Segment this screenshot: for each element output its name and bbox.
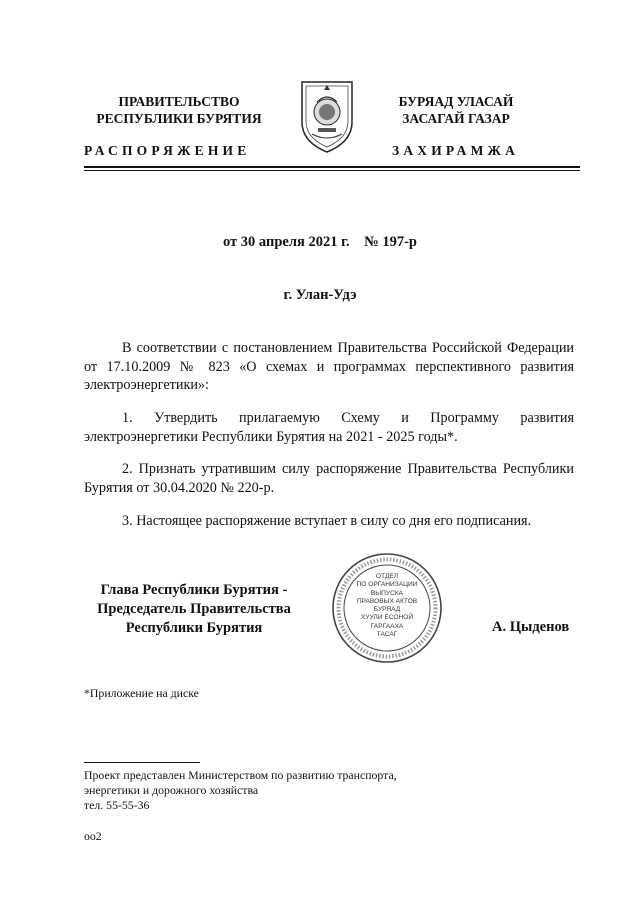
header-right-block	[376, 93, 536, 127]
header-right-line1: БУРЯАД УЛАСАЙ	[398, 94, 514, 109]
signature-title-block	[84, 581, 304, 638]
stamp-text-block	[330, 573, 444, 639]
stamp-line7: ГАРГААХА	[370, 622, 404, 630]
attachment-footnote: *Приложение на диске	[84, 686, 199, 700]
official-stamp	[330, 552, 444, 664]
header-right-doc-type: ЗАХИРАМЖА	[392, 143, 520, 158]
stamp-line8: ТАСАГ	[376, 631, 398, 639]
signature-title-line1: Глава Республики Бурятия -	[100, 582, 288, 598]
body-item3-paragraph	[84, 512, 574, 531]
header-left-line1: ПРАВИТЕЛЬСТВО	[118, 94, 240, 109]
header-rule-thick	[84, 166, 580, 168]
document-date-number: от 30 апреля 2021 г. № 197-р	[223, 234, 417, 250]
stamp-line2: ПО ОРГАНИЗАЦИИ	[356, 581, 418, 589]
footer-rule	[84, 762, 200, 763]
body-item3-text: 3. Настоящее распоряжение вступает в силу со дня его подписания.	[122, 513, 532, 529]
coat-of-arms-icon	[296, 76, 358, 156]
body-item2-text: 2. Признать утратившим силу распоряжение Правительства Республики Бурятия от 30.04.2020 № 220-р.	[84, 461, 574, 496]
header-left-doc-type: РАСПОРЯЖЕНИЕ	[84, 143, 251, 158]
stamp-line4: ПРАВОВЫХ АКТОВ	[356, 597, 418, 605]
footer-code: оо2	[84, 829, 102, 843]
footer-phone: тел. 55-55-36	[84, 798, 150, 812]
body-intro-text: В соответствии с постановлением Правительства Российской Федерации от 17.10.2009 № 823 «О схемах и программах перспективного развития электроэнергетики»:	[84, 340, 574, 393]
body-item2-paragraph	[84, 460, 574, 497]
document-city: г. Улан-Удэ	[283, 287, 357, 303]
body-item1-paragraph	[84, 409, 574, 446]
footer-block	[84, 768, 484, 813]
footer-prepared-line2: энергетики и дорожного хозяйства	[84, 783, 259, 797]
signature-title-line2: Председатель Правительства	[97, 601, 291, 617]
signature-title-line3: Республики Бурятия	[125, 620, 263, 636]
header-left-line2: РЕСПУБЛИКИ БУРЯТИЯ	[96, 111, 262, 126]
stamp-line3: ВЫПУСКА	[370, 589, 404, 597]
stamp-line5: БУРЯАД	[373, 606, 401, 614]
body-intro-paragraph	[84, 339, 574, 395]
header-rule-thin	[84, 170, 580, 171]
signatory-name: А. Цыденов	[492, 619, 570, 635]
header-left-block	[84, 93, 274, 127]
body-item1-text: 1. Утвердить прилагаемую Схему и Программу развития электроэнергетики Республики Бурятия на 2021 - 2025 годы*.	[84, 410, 574, 445]
stamp-line6: ХУУЛИ ЁСОНОЙ	[360, 614, 414, 622]
footer-prepared-line1: Проект представлен Министерством по развитию транспорта,	[84, 768, 397, 782]
stamp-line1: ОТДЕЛ	[375, 573, 399, 580]
header-right-line2: ЗАСАГАЙ ГАЗАР	[402, 111, 510, 126]
